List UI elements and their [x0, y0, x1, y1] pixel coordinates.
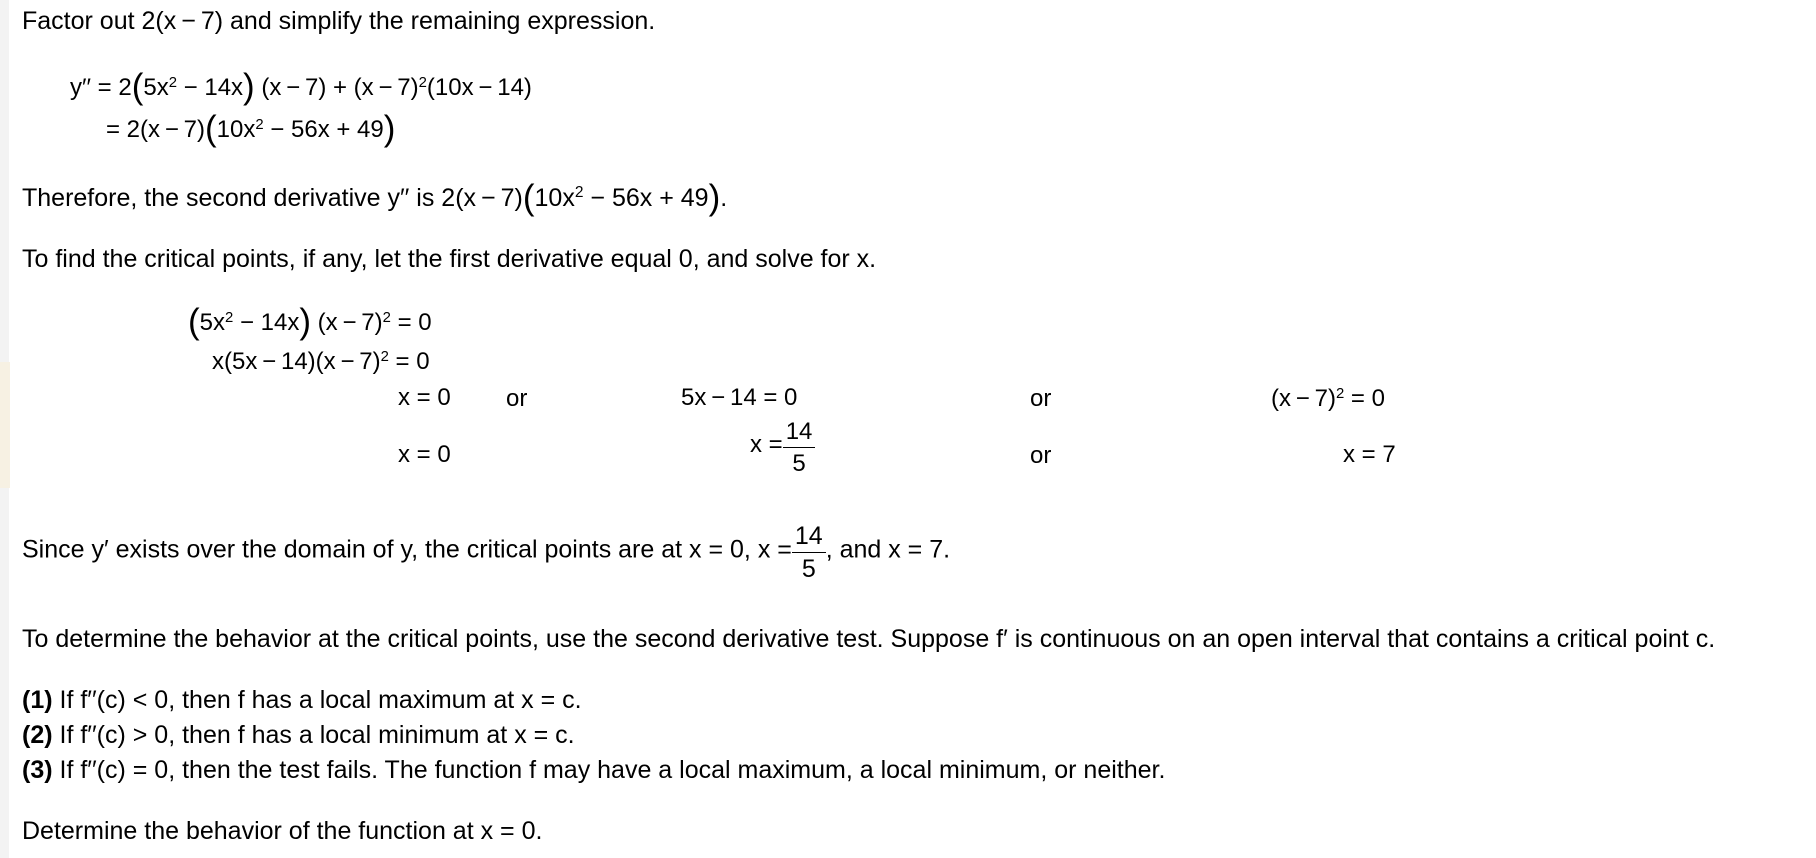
- equation-5x-minus-14: 5x − 14 = 0: [681, 384, 798, 411]
- rule-3: (3) If f′′(c) = 0, then the test fails. The function f may have a local maximum, a local minimum, or neither.: [22, 756, 1166, 784]
- rule-2: (2) If f′′(c) > 0, then f has a local minimum at x = c.: [22, 721, 575, 749]
- second-derivative-test-intro: To determine the behavior at the critical points, use the second derivative test. Suppose f′ is continuous on an open interval that contains a critical point c.: [22, 625, 1716, 653]
- solution-x0-second: x = 0: [398, 441, 451, 468]
- rule-1: (1) If f′′(c) < 0, then f has a local maximum at x = c.: [22, 686, 582, 714]
- solution-x7: x = 7: [1343, 441, 1396, 468]
- or-label-3: or: [1030, 442, 1052, 469]
- second-derivative-statement: Therefore, the second derivative y′′ is $2(x - 7)(10x^2 - 56x + 49)$.: [22, 178, 728, 217]
- equation-line-1: $y'' = 2(5x^2 - 14x) (x - 7) + (x - 7)^2(10x - 14)$: [70, 67, 532, 106]
- solution-fraction: x = $\frac{14}{5}$: [750, 418, 815, 474]
- equation-x-minus-7-squared: $(x - 7)^2 = 0$: [1271, 385, 1385, 412]
- solve-line-2: $x(5x - 14)(x - 7)^2 = 0$: [212, 348, 430, 375]
- or-label-2: or: [1030, 385, 1052, 412]
- side-tab[interactable]: [0, 362, 10, 488]
- or-label-1: or: [506, 385, 528, 412]
- critical-intro-text: To find the critical points, if any, let the first derivative equal 0, and solve for x.: [22, 245, 877, 273]
- intro-text: Factor out 2(x − 7) and simplify the remaining expression.: [22, 7, 656, 35]
- critical-points-statement: Since y′ exists over the domain of y, the critical points are at x = 0, x = $\frac{14}{5}$ , and x = 7.: [22, 522, 951, 583]
- solution-x0-first: x = 0: [398, 384, 451, 411]
- equation-line-2: = $2(x - 7)(10x^2 - 56x + 49)$: [106, 109, 396, 148]
- solve-line-1: $(5x^2 - 14x) (x - 7)^2 = 0$: [188, 302, 432, 341]
- final-question: Determine the behavior of the function at x = 0.: [22, 817, 543, 845]
